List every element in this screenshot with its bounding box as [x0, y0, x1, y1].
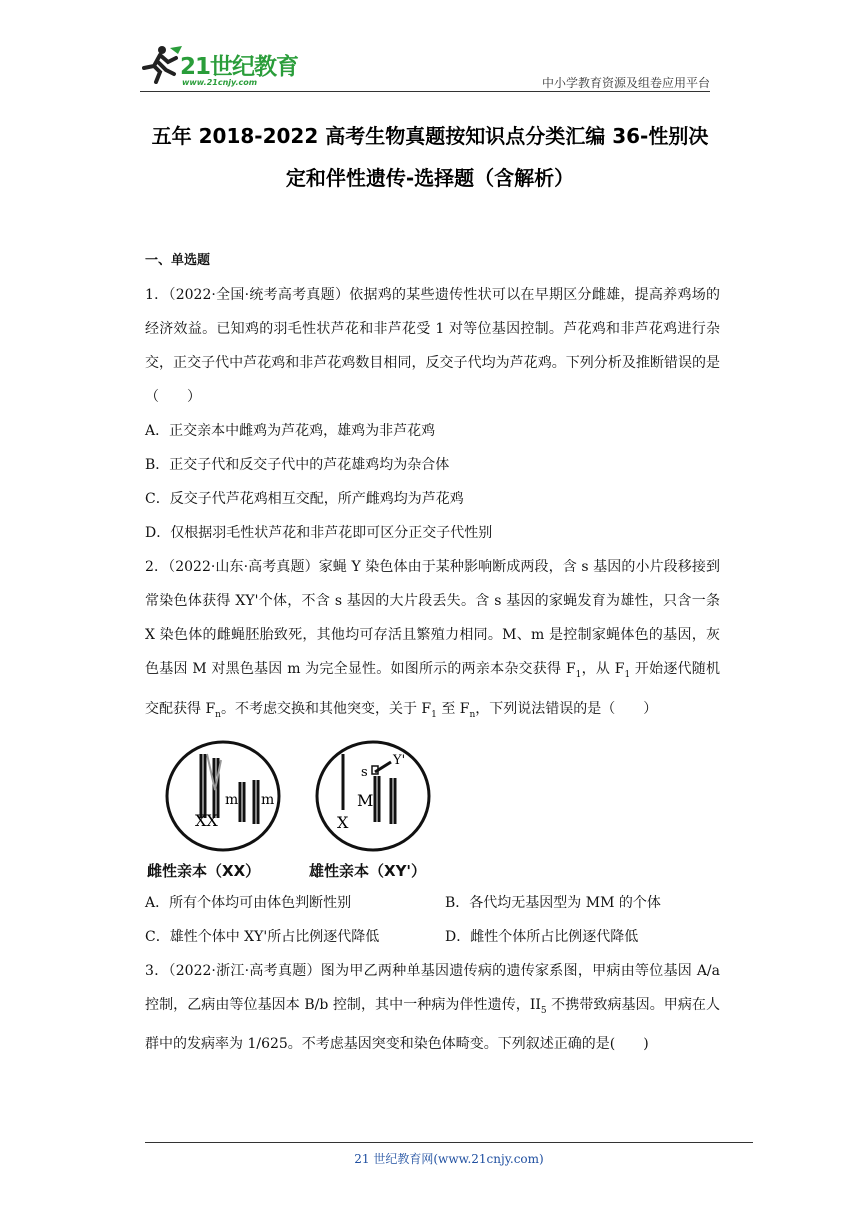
document-title: [140, 115, 720, 199]
logo-url: www.21cnjy.com: [182, 78, 258, 87]
question-2-option-d: D．雌性个体所占比例逐代降低: [445, 928, 639, 945]
female-parent-label: 雌性亲本（XX）: [147, 861, 261, 880]
chromosome-diagram: [165, 740, 465, 852]
page-header: [140, 40, 710, 92]
male-s-label: s: [361, 764, 368, 780]
male-big-m-label: M: [357, 790, 374, 810]
question-1-stem: 1．（2022·全国·统考高考真题）依据鸡的某些遗传性状可以在早期区分雌雄，提高养鸡场的经济效益。已知鸡的羽毛性状芦花和非芦花受 1 对等位基因控制。芦花鸡和非芦花鸡进行杂交，正交子代中芦花鸡和非芦花鸡数目相同，反交子代均为芦花鸡。下列分析及推断错误的是（ ）: [145, 287, 720, 405]
runner-icon: [140, 44, 184, 84]
question-3-stem: 3．（2022·浙江·高考真题）图为甲乙两种单基因遗传病的遗传家系图，甲病由等位基因 A/a 控制，乙病由等位基因本 B/b 控制，其中一种病为伴性遗传，$II_5$ 不携带致病基因。甲病在人群中的发病率为 1/625。不考虑基因突变和染色体畸变。下列叙述正确的是( ): [145, 962, 720, 1053]
question-2-stem: 2．（2022·山东·高考真题）家蝇 Y 染色体由于某种影响断成两段，含 s 基因的小片段移接到常染色体获得 XY'个体，不含 s 基因的大片段丢失。含 s 基因的家蝇发育为雄性，只含一条 X 染色体的雌蝇胚胎致死，其他均可存活且繁殖力相同。M、m 是控制家蝇体色的基因，灰色基因 M 对黑色基因 m 为完全显性。如图所示的两亲本杂交获得 $F_1$，从 $F_1$ 开始逐代随机交配获得 $F_n$。不考虑交换和其他突变，关于 $F_1$ 至 $F_n$，下列说法错误的是（ ）: [145, 559, 721, 720]
male-x-label: X: [337, 812, 349, 832]
page-footer: 21 世纪教育网(www.21cnjy.com): [354, 1152, 544, 1166]
document-body: [145, 244, 720, 1061]
question-2-option-c: C．雄性个体中 XY'所占比例逐代降低: [145, 928, 380, 945]
question-2-option-a: A．所有个体均可由体色判断性别: [145, 894, 352, 911]
female-x-label: XX: [195, 810, 218, 830]
male-parent-label: 雄性亲本（XY'）: [309, 861, 427, 880]
footer-divider: [145, 1142, 753, 1143]
title-line-1: 五年 2018-2022 高考生物真题按知识点分类汇编 36-性别决: [151, 124, 709, 148]
male-y-label: Y': [393, 752, 406, 768]
chromosome-figure: [145, 740, 720, 886]
female-m-label-1: m: [225, 791, 239, 808]
logo-text: 21世纪教育: [180, 54, 299, 80]
question-2-options-row-2: [145, 920, 720, 954]
question-2-options-row-1: [145, 886, 720, 920]
title-line-2: 定和伴性遗传-选择题（含解析）: [285, 166, 575, 190]
female-m-label-2: m: [261, 791, 275, 808]
platform-name: 中小学教育资源及组卷应用平台: [541, 76, 710, 90]
section-heading: 一、单选题: [145, 253, 211, 268]
question-1-option-d: D．仅根据羽毛性状芦花和非芦花即可区分正交子代性别: [145, 525, 493, 541]
header-divider: [140, 91, 710, 92]
question-1-option-b: B．正交子代和反交子代中的芦花雄鸡均为杂合体: [145, 457, 450, 473]
logo: [140, 40, 310, 92]
question-1-option-a: A．正交亲本中雌鸡为芦花鸡，雄鸡为非芦花鸡: [145, 423, 436, 439]
question-1-option-c: C．反交子代芦花鸡相互交配，所产雌鸡均为芦花鸡: [145, 491, 464, 507]
question-2-option-b: B．各代均无基因型为 MM 的个体: [445, 894, 661, 911]
